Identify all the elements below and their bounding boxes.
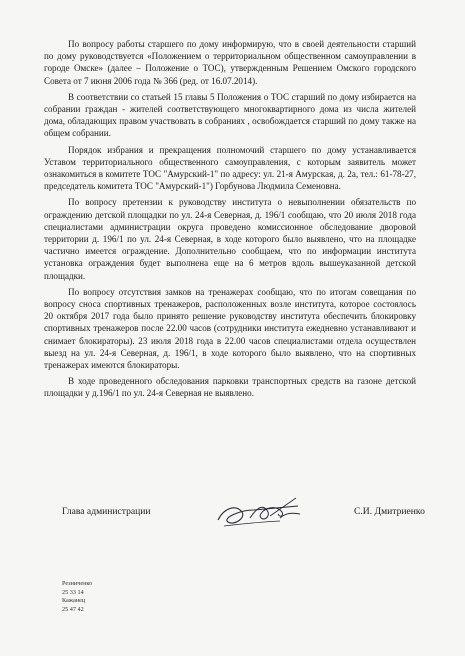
paragraph-locks: По вопросу отсутствия замков на тренажерах сообщаю, что по итогам совещания по вопросу сноса спортивных тренажеров, расположенных возле института, которое состоялось 20 октября 2017 года было принято решение руководству института обеспечить блокировку спортивных тренажеров после 22.00 часов (сотрудники института ежедневно устанавливают и снимает блокираторы). 23 июля 2018 года в 22.00 часов специалистами отдела осуществлен выезд на ул. 24-я Северная, д. 196/1, в ходе которого было выявлено, что на спортивных тренажерах имеются блокираторы. (44, 286, 416, 371)
executor-phone: 25 47 42 (62, 605, 84, 613)
paragraph-fence: По вопросу претензии к руководству института о невыполнении обязательств по ограждению детской площадки по ул. 24-я Северная, д. 196/1 сообщаю, что 20 июля 2018 года специалистами администрации округа проведено комиссионное обследование дворовой территории д. 196/1 по ул. 24-я Северная, в ходе которого было выявлено, что на площадке частично имеется ограждение. Дополнительно сообщаем, что по информации института установка ограждения будет выполнена еще на 6 метров вдоль вышеуказанной детской площадки. (44, 197, 416, 281)
signer-title: Глава администрации (62, 506, 151, 517)
paragraph-tos-rules: По вопросу работы старшего по дому информирую, что в своей деятельности старший по дому руководствуется «Положением о территориальном общественном самоуправлении в городе Омске» (далее – Положение о ТОС), утвержденным Решением Омского городского Совета от 7 июня 2006 года № 366 (ред. от 16.07.2014). (44, 39, 416, 86)
executor-name: Резниченко (62, 580, 93, 587)
paragraph-parking: В ходе проведенного обследования парковки транспортных средств на газоне детской площадки у д.196/1 по ул. 24-я Северная не выявлено. (44, 376, 416, 399)
paragraph-charter: Порядок избрания и прекращения полномочий старшего по дому устанавливается Уставом территориального общественного самоуправления, с которым заявитель может ознакомиться в комитете ТОС "Амурский-1" по адресу: ул. 21-я Амурская, д. 2а, тел.: 61-78-27, председатель комитета ТОС "Амурский-1") Горбунова Людмила Семеновна. (44, 144, 416, 192)
executor-name: Кажанец (62, 597, 86, 604)
executor-phone: 25 33 14 (62, 588, 84, 596)
paragraph-election: В соответствии со статьей 15 главы 5 Положения о ТОС старший по дому избирается на собрании граждан - жителей соответствующего многоквартирного дома из числа жителей дома, обладающих правом участвовать в собраниях , освобождается старший по дому также на общем собрании. (44, 91, 416, 139)
signer-name: С.И. Дмитриенко (354, 506, 425, 517)
letter-body (44, 38, 416, 404)
handwritten-signature (210, 488, 310, 538)
executors-footer (62, 580, 92, 614)
